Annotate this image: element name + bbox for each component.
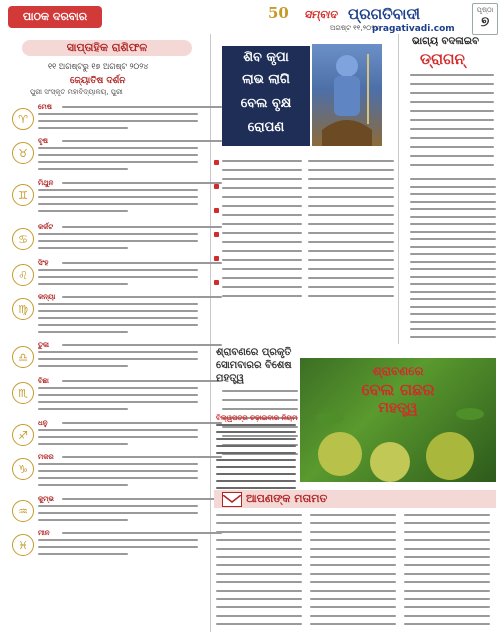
text-line — [216, 531, 302, 533]
text-line — [410, 261, 496, 263]
text-line — [216, 473, 296, 475]
text-line — [310, 514, 396, 516]
pisces-icon: ♓ — [12, 534, 34, 556]
text-line — [38, 539, 198, 541]
text-line — [308, 241, 394, 243]
gemini-icon: ♊ — [12, 184, 34, 206]
text-line — [38, 324, 198, 326]
text-line — [410, 253, 496, 255]
text-line — [222, 408, 298, 410]
text-line — [308, 277, 394, 279]
astrologer-name: ଜ୍ୟୋତିଷ ଦର୍ଶନ — [70, 76, 126, 86]
sagittarius-icon: ♐ — [12, 424, 34, 446]
zodiac-sign-name: ସିଂହ — [38, 259, 49, 267]
newspaper-name: ପ୍ରଗତିବାଦୀ — [348, 5, 421, 23]
text-line — [62, 182, 222, 184]
text-line — [410, 268, 496, 270]
text-line — [404, 522, 490, 524]
text-line — [38, 546, 198, 548]
text-line — [216, 581, 302, 583]
text-line — [310, 615, 396, 617]
feature-title-line: ଶିବ କୃପା — [243, 50, 289, 65]
horoscope-title: ସାପ୍ତାହିକ ରାଶିଫଳ — [22, 40, 192, 56]
capricorn-icon: ♑ — [12, 458, 34, 480]
shiva-image — [312, 44, 382, 146]
text-line — [38, 247, 128, 249]
text-line — [410, 223, 496, 225]
text-line — [308, 178, 394, 180]
text-line — [216, 556, 302, 558]
leo-icon: ♌ — [12, 264, 34, 286]
text-line — [222, 232, 302, 234]
text-line — [310, 606, 396, 608]
text-line — [410, 110, 494, 112]
text-line — [38, 470, 198, 472]
text-line — [410, 101, 494, 103]
text-line — [222, 160, 302, 162]
text-line — [310, 531, 396, 533]
text-line — [38, 331, 128, 333]
zodiac-sign-name: ମିଥୁନ — [38, 179, 54, 187]
text-line — [38, 317, 198, 319]
text-line — [62, 140, 222, 142]
bael-title-line: ବେଲ ଗଛର — [361, 380, 435, 399]
dragon-kicker: ଭାଗ୍ୟ ବଦଳାଇବ — [412, 36, 479, 47]
mail-icon — [222, 492, 242, 507]
text-line — [222, 187, 302, 189]
text-line — [308, 214, 394, 216]
text-line — [404, 581, 490, 583]
text-line — [222, 205, 302, 207]
text-line — [404, 590, 490, 592]
zodiac-sign-name: କନ୍ୟା — [38, 293, 56, 301]
reader-opinion-title: ଆପଣଙ୍କ ମତାମତ — [246, 492, 328, 505]
text-line — [62, 532, 222, 534]
text-line — [404, 539, 490, 541]
text-line — [410, 193, 496, 195]
text-line — [216, 615, 302, 617]
text-line — [38, 310, 198, 312]
text-line — [38, 463, 198, 465]
text-line — [404, 615, 490, 617]
text-line — [410, 201, 496, 203]
text-line — [38, 154, 198, 156]
text-line — [410, 119, 494, 121]
text-line — [222, 426, 298, 428]
text-line — [38, 505, 198, 507]
text-line — [38, 196, 198, 198]
text-line — [38, 161, 198, 163]
zodiac-sign-name: କର୍କଟ — [38, 223, 54, 231]
text-line — [62, 226, 222, 228]
text-line — [216, 487, 296, 489]
text-line — [216, 480, 296, 482]
text-line — [410, 283, 496, 285]
bael-fruit-image — [300, 358, 496, 482]
text-line — [410, 92, 494, 94]
zodiac-sign-name: ମକର — [38, 453, 54, 461]
text-line — [404, 573, 490, 575]
libra-icon: ♎ — [12, 346, 34, 368]
text-line — [404, 606, 490, 608]
text-line — [410, 276, 496, 278]
text-line — [222, 250, 302, 252]
page-number: ୭ — [480, 14, 490, 30]
text-line — [216, 623, 302, 625]
text-line — [404, 531, 490, 533]
aquarius-icon: ♒ — [12, 500, 34, 522]
bullet-marker — [214, 232, 219, 237]
text-line — [222, 268, 302, 270]
zodiac-sign-name: ବୃଷ — [38, 137, 48, 145]
text-line — [38, 358, 198, 360]
text-line — [216, 431, 296, 433]
text-line — [216, 452, 296, 454]
anniversary-50-logo: 50 — [268, 4, 289, 22]
text-line — [410, 291, 496, 293]
website-url[interactable]: pragativadi.com — [372, 24, 455, 34]
text-line — [310, 598, 396, 600]
aries-icon: ♈ — [12, 108, 34, 130]
column-divider — [398, 34, 399, 344]
text-line — [308, 268, 394, 270]
feature-title-line: ଲାଭ ଲାଗି — [242, 72, 290, 87]
bullet-marker — [214, 256, 219, 261]
text-line — [38, 203, 198, 205]
zodiac-sign-name: ମୀନ — [38, 529, 50, 537]
text-line — [222, 435, 298, 437]
text-line — [38, 189, 198, 191]
cancer-icon: ♋ — [12, 228, 34, 250]
text-line — [38, 147, 198, 149]
text-line — [216, 590, 302, 592]
text-line — [310, 548, 396, 550]
text-line — [216, 438, 296, 440]
feature-title-line: ବେଲ ବୃକ୍ଷ — [240, 96, 292, 111]
text-line — [38, 401, 198, 403]
text-line — [62, 380, 222, 382]
issue-date: ଅଗଷ୍ଟ ୧୧,୨୦୨୪ — [330, 24, 380, 32]
text-line — [62, 262, 222, 264]
text-line — [38, 113, 198, 115]
text-line — [410, 146, 494, 148]
text-line — [410, 298, 496, 300]
text-line — [410, 246, 496, 248]
text-line — [222, 277, 302, 279]
text-line — [38, 210, 128, 212]
text-line — [38, 365, 128, 367]
taurus-icon: ♉ — [12, 142, 34, 164]
text-line — [222, 390, 298, 392]
text-line — [222, 196, 302, 198]
bullet-marker — [214, 280, 219, 285]
feature-title-line: ରୋପଣ — [247, 120, 285, 135]
text-line — [308, 250, 394, 252]
text-line — [410, 186, 496, 188]
text-line — [38, 233, 198, 235]
text-line — [38, 484, 128, 486]
bullet-marker — [214, 208, 219, 213]
text-line — [308, 223, 394, 225]
text-line — [310, 556, 396, 558]
text-line — [38, 408, 128, 410]
sravana-kicker: ଶ୍ରାବଣରେ ପ୍ରକୃତି ସୋମବାରର ବିଶେଷ ମହତ୍ତ୍ୱ — [216, 347, 292, 384]
text-line — [404, 623, 490, 625]
zodiac-sign-name: ଧନୁ — [38, 419, 48, 427]
text-line — [308, 295, 394, 297]
bullet-marker — [214, 184, 219, 189]
text-line — [38, 553, 128, 555]
section-header: ପାଠକ ଦରବାର — [8, 6, 102, 28]
zodiac-sign-name: ତୁଳା — [38, 341, 49, 349]
text-line — [62, 498, 222, 500]
dragon-title: ଡ୍ରାଗନ୍ — [420, 50, 465, 68]
text-line — [38, 443, 128, 445]
text-line — [310, 522, 396, 524]
feature-title-box — [222, 46, 310, 146]
text-line — [410, 74, 494, 76]
text-line — [222, 241, 302, 243]
text-line — [404, 556, 490, 558]
text-line — [38, 269, 198, 271]
text-line — [404, 514, 490, 516]
text-line — [222, 295, 302, 297]
column-divider — [210, 34, 211, 632]
text-line — [62, 456, 222, 458]
text-line — [310, 581, 396, 583]
mail-glyph — [223, 495, 241, 508]
text-line — [222, 286, 302, 288]
page-label: ପୃଷ୍ଠା — [476, 6, 494, 14]
text-line — [310, 590, 396, 592]
text-line — [38, 351, 198, 353]
text-line — [404, 564, 490, 566]
text-line — [38, 477, 198, 479]
bael-rule-caption: ବିଲ୍ୱପତ୍ର ଚଢ଼ାଇବାର ନିୟମ — [216, 414, 298, 422]
text-line — [222, 169, 302, 171]
text-line — [410, 336, 496, 338]
text-line — [308, 205, 394, 207]
text-line — [308, 286, 394, 288]
text-line — [216, 573, 302, 575]
text-line — [222, 178, 302, 180]
text-line — [308, 187, 394, 189]
text-line — [410, 328, 496, 330]
text-line — [410, 216, 496, 218]
text-line — [38, 120, 198, 122]
horoscope-date: ୧୧ ଅଗଷ୍ଟରୁ ୧୭ ଅଗଷ୍ଟ ୨୦୨୪ — [48, 62, 149, 71]
text-line — [38, 387, 198, 389]
text-line — [216, 514, 302, 516]
text-line — [216, 606, 302, 608]
text-line — [410, 137, 494, 139]
text-line — [410, 238, 496, 240]
text-line — [410, 178, 496, 180]
text-line — [62, 106, 222, 108]
text-line — [62, 344, 222, 346]
text-line — [404, 548, 490, 550]
text-line — [410, 306, 496, 308]
text-line — [308, 169, 394, 171]
text-line — [222, 223, 302, 225]
page-number-box — [472, 3, 498, 35]
text-line — [410, 208, 496, 210]
text-line — [310, 564, 396, 566]
text-line — [38, 168, 128, 170]
text-line — [410, 231, 496, 233]
text-line — [308, 259, 394, 261]
bullet-marker — [214, 160, 219, 165]
text-line — [38, 436, 198, 438]
text-line — [216, 564, 302, 566]
shiva-illustration — [312, 44, 382, 146]
text-line — [38, 394, 198, 396]
text-line — [308, 232, 394, 234]
text-line — [310, 539, 396, 541]
text-line — [38, 276, 198, 278]
text-line — [62, 296, 222, 298]
text-line — [216, 459, 296, 461]
text-line — [410, 321, 496, 323]
text-line — [38, 240, 198, 242]
virgo-icon: ♍ — [12, 298, 34, 320]
zodiac-sign-name: ମେଷ — [38, 103, 52, 111]
text-line — [216, 539, 302, 541]
text-line — [222, 399, 298, 401]
text-line — [62, 422, 222, 424]
astrologer-affiliation: ପୁରୀ ସଂସ୍କୃତ ମହାବିଦ୍ୟାଳୟ, ପୁରୀ — [30, 88, 123, 96]
text-line — [410, 155, 494, 157]
text-line — [410, 313, 496, 315]
text-line — [222, 214, 302, 216]
text-line — [410, 164, 494, 166]
text-line — [410, 83, 494, 85]
bael-title-line: ଶ୍ରାବଣରେ — [372, 364, 424, 378]
text-line — [404, 598, 490, 600]
zodiac-sign-name: କୁମ୍ଭ — [38, 495, 54, 503]
bael-title-line: ମହତ୍ତ୍ୱ — [378, 400, 418, 416]
text-line — [216, 548, 302, 550]
text-line — [308, 160, 394, 162]
text-line — [38, 512, 198, 514]
text-line — [38, 127, 128, 129]
text-line — [410, 128, 494, 130]
text-line — [38, 429, 198, 431]
text-line — [216, 445, 296, 447]
text-line — [38, 519, 128, 521]
text-line — [38, 283, 128, 285]
scorpio-icon: ♏ — [12, 382, 34, 404]
text-line — [310, 623, 396, 625]
newspaper-logo[interactable] — [268, 4, 488, 34]
zodiac-sign-name: ବିଛା — [38, 377, 49, 385]
text-line — [216, 598, 302, 600]
text-line — [216, 466, 296, 468]
text-line — [310, 573, 396, 575]
text-line — [222, 259, 302, 261]
text-line — [38, 303, 198, 305]
text-line — [216, 522, 302, 524]
logo-word: ସମ୍ବାଦ — [304, 8, 337, 21]
text-line — [308, 196, 394, 198]
text-line — [216, 424, 296, 426]
